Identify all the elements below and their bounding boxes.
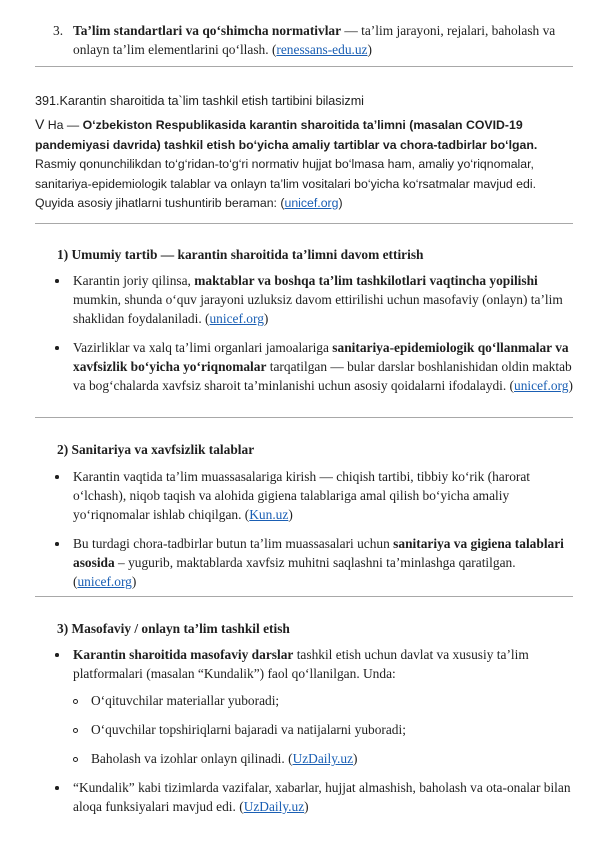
list-item: “Kundalik” kabi tizimlarda vazifalar, xabarlar, hujjat almashish, baholash va ota-onalar bilan aloqa funksiyalari mavjud edi. (UzDaily.uz) — [52, 778, 574, 816]
divider — [35, 417, 573, 418]
list-item: Bu turdagi chora-tadbirlar butun ta’lim muassasalari uchun sanitariya va gigiena talablari asosida – yugurib, maktablarda xavfsiz muhitni saqlashni ta’minlashga qaratilgan. (unicef.org) — [52, 534, 574, 591]
source-link[interactable]: renessans-edu.uz — [276, 42, 368, 57]
item-number: 3. — [53, 23, 64, 38]
list-item: Karantin sharoitida masofaviy darslar tashkil etish uchun davlat va xususiy ta’lim platformalari (masalan “Kundalik”) faol qo‘llanilgan. Unda: O‘qituvchilar materiallar yuboradi; O‘quvchilar topshiriqlarni bajaradi va natijalarni yuboradi; Baholash va izohlar onlayn qilinadi. (UzDaily.uz) — [52, 645, 574, 768]
source-link[interactable]: UzDaily.uz — [243, 799, 305, 814]
section-title: 3) Masofaviy / onlayn ta’lim tashkil etish — [57, 621, 290, 636]
source-link[interactable]: UzDaily.uz — [292, 751, 354, 766]
list-item: Karantin joriy qilinsa, maktablar va boshqa ta’lim tashkilotlari vaqtincha yopilishi mumkin, shunda o‘quv jarayoni uzluksiz davom ettirilishi uchun masofaviy (onlayn) ta’lim shaklidan foydalaniladi. (unicef.org) — [52, 271, 574, 328]
item-body: Ta’lim standartlari va qo‘shimcha normativlar — ta’lim jarayoni, rejalari, baholash va onlayn ta’lim elementlarini qo‘llash. (renessans-edu.uz) — [73, 23, 556, 57]
sub-list-item: Baholash va izohlar onlayn qilinadi. (UzDaily.uz) — [73, 749, 574, 768]
list-item: Vazirliklar va xalq ta’limi organlari jamoalariga sanitariya-epidemiologik qo‘llanmalar va xavfsizlik bo‘yicha yo‘riqnomalar tarqatilgan — bular darslar boshlanishidan oldin maktab va bog‘chalarda xavfsiz sharoit ta’minlanishi uchun asosiy qoidalarni ifodalaydi. (unicef.org) — [52, 338, 574, 395]
question-text: 391.Karantin sharoitida ta`lim tashkil etish tartibini bilasizmi — [35, 94, 364, 108]
item-bold-title: Ta’lim standartlari va qo‘shimcha normativlar — [73, 23, 342, 38]
divider — [35, 66, 573, 67]
sub-list — [73, 691, 574, 768]
list-item: Karantin vaqtida ta’lim muassasalariga kirish — chiqish tartibi, tibbiy ko‘rik (harorat o‘lchash), niqob taqish va alohida gigiena talablariga amal qilish bo‘yicha amaliy yo‘riqnomalar ishlab chiqilgan. (Kun.uz) — [52, 467, 574, 524]
answer-bold: O‘zbekiston Respublikasida karantin sharoitida ta’limni (masalan COVID-19 pandemiyasi davrida) tashkil etish bo‘yicha amaliy tartiblar va chora-tadbirlar bo‘lgan. — [35, 118, 538, 152]
source-link[interactable]: unicef.org — [284, 196, 339, 210]
answer-text: Rasmiy qonunchilikdan to‘g‘ridan-to‘g‘ri normativ hujjat bo‘lmasa ham, amaliy yo‘riqnomalar, sanitariya-epidemiologik talablar va onlayn ta’lim vositalari bo‘yicha ko‘rsatmalar mavjud edi. Quyida asosiy jihatlarni tushuntirib beraman: ( — [35, 157, 536, 210]
section-title: 2) Sanitariya va xavfsizlik talablar — [57, 442, 255, 457]
divider — [35, 596, 573, 597]
source-link[interactable]: Kun.uz — [249, 507, 289, 522]
answer-block: V Ha — O‘zbekiston Respublikasida karantin sharoitida ta’limni (masalan COVID-19 pandemiyasi davrida) tashkil etish bo‘yicha amaliy tartiblar va chora-tadbirlar bo‘lgan. Rasmiy qonunchilikdan to‘g‘ridan-to‘g‘ri normativ hujjat bo‘lmasa ham, amaliy yo‘riqnomalar, sanitariya-epidemiologik talablar va onlayn ta’lim vositalari bo‘yicha ko‘rsatmalar mavjud edi. Quyida asosiy jihatlarni tushuntirib beraman: (unicef.org) — [35, 116, 538, 210]
source-link[interactable]: unicef.org — [514, 378, 569, 393]
source-link[interactable]: unicef.org — [77, 574, 132, 589]
sub-list-item: O‘qituvchilar materiallar yuboradi; — [73, 691, 574, 710]
source-link[interactable]: unicef.org — [209, 311, 264, 326]
sub-list-item: O‘quvchilar topshiriqlarni bajaradi va natijalarni yuboradi; — [73, 720, 574, 739]
bullet-list — [52, 467, 574, 601]
bullet-list — [52, 271, 574, 405]
numbered-item-3 — [53, 21, 573, 59]
answer-prefix: Ha — — [44, 118, 83, 132]
check-mark: V — [35, 116, 45, 132]
item-text: — ta’lim jarayoni, rejalari, baholash va onlayn ta’lim elementlarini qo‘llash. ( — [73, 23, 556, 57]
bullet-list — [52, 645, 574, 826]
section-title: 1) Umumiy tartib — karantin sharoitida ta’limni davom ettirish — [57, 247, 424, 262]
divider — [35, 223, 573, 224]
